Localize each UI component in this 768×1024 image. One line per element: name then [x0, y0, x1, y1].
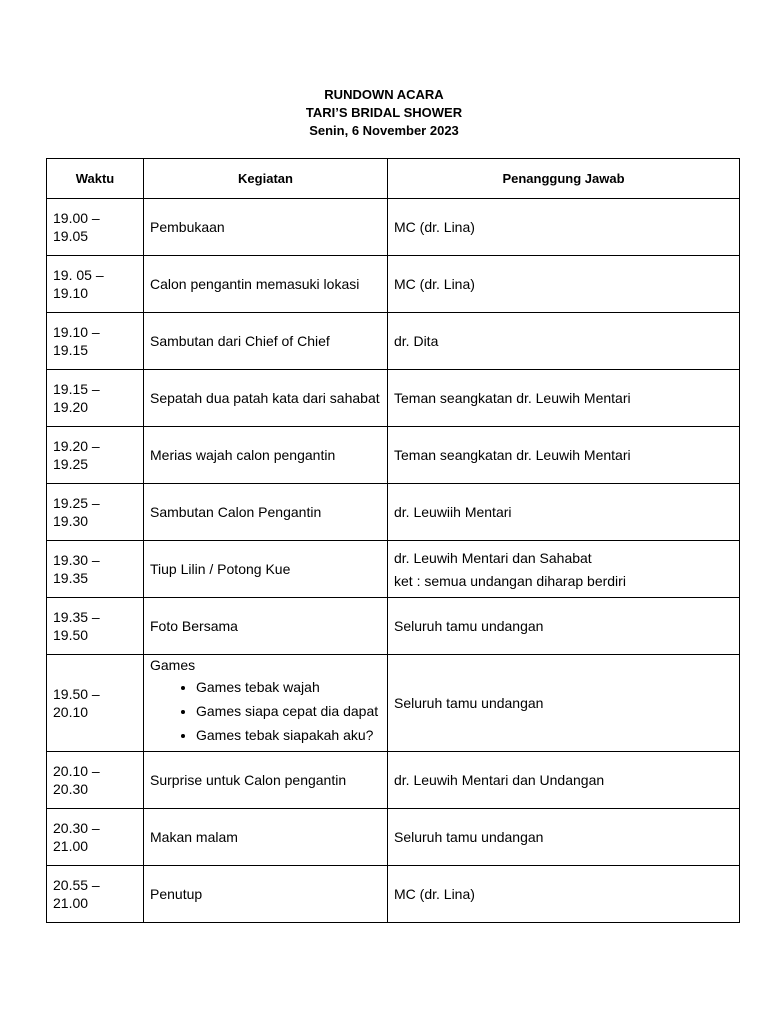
document-title: RUNDOWN ACARA	[324, 87, 444, 102]
table-row	[47, 655, 740, 752]
penanggung-jawab-cell: dr. Leuwih Mentari dan Undangan	[388, 752, 740, 809]
kegiatan-cell: Surprise untuk Calon pengantin	[144, 752, 388, 809]
waktu-cell: 19.10 – 19.15	[47, 313, 144, 370]
list-item: • Games tebak wajah	[196, 678, 381, 696]
document-header	[0, 86, 768, 140]
waktu-cell: 20.30 – 21.00	[47, 809, 144, 866]
kegiatan-cell: Sepatah dua patah kata dari sahabat	[144, 370, 388, 427]
column-header-penanggung-jawab: Penanggung Jawab	[388, 159, 740, 199]
penanggung-jawab-cell: dr. Dita	[388, 313, 740, 370]
waktu-cell: 19. 05 – 19.10	[47, 256, 144, 313]
kegiatan-cell: Sambutan Calon Pengantin	[144, 484, 388, 541]
waktu-cell: 19.00 – 19.05	[47, 199, 144, 256]
penanggung-jawab-cell: Seluruh tamu undangan	[388, 598, 740, 655]
games-list	[150, 678, 381, 744]
table-row	[47, 484, 740, 541]
table-row	[47, 809, 740, 866]
event-name: TARI’S BRIDAL SHOWER	[305, 105, 463, 120]
games-heading: Games	[150, 657, 196, 673]
table-row	[47, 866, 740, 923]
kegiatan-cell	[144, 655, 388, 752]
table-row	[47, 541, 740, 598]
waktu-cell: 20.10 – 20.30	[47, 752, 144, 809]
waktu-cell: 19.25 – 19.30	[47, 484, 144, 541]
kegiatan-cell: Calon pengantin memasuki lokasi	[144, 256, 388, 313]
kegiatan-cell: Tiup Lilin / Potong Kue	[144, 541, 388, 598]
list-item: • Games siapa cepat dia dapat	[196, 702, 381, 720]
kegiatan-cell: Makan malam	[144, 809, 388, 866]
column-header-waktu: Waktu	[47, 159, 144, 199]
kegiatan-cell: Merias wajah calon pengantin	[144, 427, 388, 484]
penanggung-jawab-cell: dr. Leuwiih Mentari	[388, 484, 740, 541]
waktu-cell: 19.50 – 20.10	[47, 655, 144, 752]
column-header-kegiatan: Kegiatan	[144, 159, 388, 199]
waktu-cell: 19.35 – 19.50	[47, 598, 144, 655]
kegiatan-cell: Foto Bersama	[144, 598, 388, 655]
penanggung-jawab-cell: MC (dr. Lina)	[388, 256, 740, 313]
waktu-cell: 19.30 – 19.35	[47, 541, 144, 598]
table-header-row	[47, 159, 740, 199]
waktu-cell: 19.15 – 19.20	[47, 370, 144, 427]
kegiatan-cell: Sambutan dari Chief of Chief	[144, 313, 388, 370]
penanggung-jawab-cell: Teman seangkatan dr. Leuwih Mentari	[388, 370, 740, 427]
penanggung-jawab-cell: MC (dr. Lina)	[388, 866, 740, 923]
penanggung-jawab-cell: Teman seangkatan dr. Leuwih Mentari	[388, 427, 740, 484]
table-row	[47, 256, 740, 313]
penanggung-jawab-note: ket : semua undangan diharap berdiri	[394, 572, 626, 589]
list-item: • Games tebak siapakah aku?	[196, 726, 381, 744]
waktu-cell: 20.55 – 21.00	[47, 866, 144, 923]
table-row	[47, 370, 740, 427]
penanggung-jawab-cell	[388, 541, 740, 598]
penanggung-jawab-cell: Seluruh tamu undangan	[388, 809, 740, 866]
kegiatan-cell: Pembukaan	[144, 199, 388, 256]
table-row	[47, 313, 740, 370]
kegiatan-cell: Penutup	[144, 866, 388, 923]
penanggung-jawab-cell: MC (dr. Lina)	[388, 199, 740, 256]
waktu-cell: 19.20 – 19.25	[47, 427, 144, 484]
table-row	[47, 199, 740, 256]
penanggung-jawab-text: dr. Leuwih Mentari dan Sahabat	[394, 549, 592, 566]
table-row	[47, 427, 740, 484]
rundown-table	[46, 158, 740, 923]
event-date: Senin, 6 November 2023	[309, 123, 459, 138]
table-row	[47, 598, 740, 655]
table-row	[47, 752, 740, 809]
penanggung-jawab-cell: Seluruh tamu undangan	[388, 655, 740, 752]
